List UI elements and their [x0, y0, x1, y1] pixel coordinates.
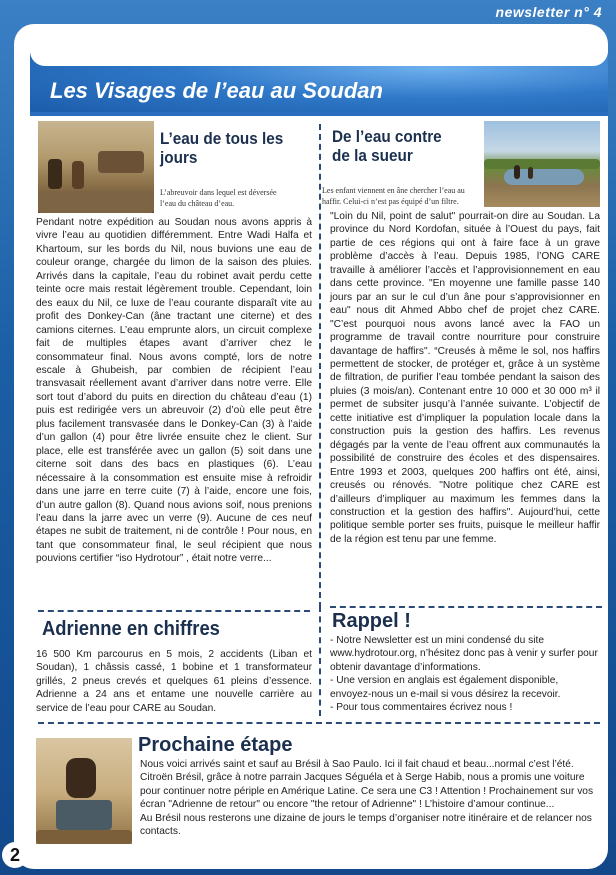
photo-haffir — [484, 121, 600, 207]
newsletter-number: newsletter n° 4 — [495, 4, 602, 20]
prochaine-body — [140, 758, 598, 839]
section-divider-left — [38, 610, 310, 612]
prochaine-paragraph: Au Brésil nous resterons une dizaine de jours le temps d’organiser notre itinéraire et de relancer nos contacts. — [140, 812, 592, 838]
column-divider-lower — [319, 606, 321, 716]
article-right-title: De l’eau contre de la sueur — [332, 127, 442, 165]
section-divider-right — [330, 606, 602, 608]
article-right-body: "Loin du Nil, point de salut" pourrait-on dire au Soudan. La province du Nord Kordofan, située à l’Ouest du pays, fait partie de ces régions qui ont à faire face à un grave problème d’accès à l’eau. Depuis 1985, l’ONG CARE travaille à améliorer l’accès et l’approvisionnement en eau dans cette province. "En moyenne une famille passe 140 jours par an sur le cul d’un âne pour s’approvisionner en eau" nous dit Ahmed Abbo chef de projet chez CARE. "C’est pourquoi nous avons lancé avec la FAO un programme de travail contre nourriture pour construire davantage de haffirs". “Creusés à même le sol, nos haffirs permettent de stocker, de protéger et, grâce à un système de filtration, de purifier l’eau tombée pendant la saison des pluies (3 mois/an). Contenant entre 10 000 et 30 000 m³ il permet de subsiter jusqu’à l’année suivante. L’objectif de cette initiative est d’impliquer la population locale dans la construction puis la gestion des haffirs. Les revenus dégagés par la vente de l’eau offrent aux communautés la possibilité de construire des écoles et des dispensaires. Entre 1993 et 2003, quelques 200 haffirs ont été, ainsi, creusés ou rénovés. "Notre politique chez CARE est d’ailleurs d’impliquer au maximum les femmes dans la construction et la gestion des haffirs". Aujourd’hui, cette politique semble porter ses fruits, puisque le meilleur haffir de la région est tenu par une femme. — [330, 211, 600, 545]
rappel-title: Rappel ! — [332, 610, 411, 632]
rappel-item: - Notre Newsletter est un mini condensé du site www.hydrotour.org, n’hésitez donc pas à venir y surfer pour obtenir davantage d’informations. — [330, 635, 598, 673]
prochaine-paragraph: Nous voici arrivés saint et sauf au Brésil à Sao Paulo. Ici il fait chaud et beau...normal c’est l’été. Citroën Brésil, grâce à notre parrain Jacques Séguéla et à Serge Habib, nous a promis une voiture pour continuer notre périple en Amérique Latine. Ce sera une C3 ! Attention ! Prochainement sur vos écran "Adrienne de retour" ou encore "the retour of Adrienne" ! L’histoire d’amour continue... — [140, 759, 594, 811]
article-left-body: Pendant notre expédition au Soudan nous avons appris à vivre l’eau au quotidien différemment. Entre Wadi Halfa et Khartoum, sur les bords du Nil, nous buvions une eau de couleur orange, chargée du limon de la saison des pluies. Arrivés dans la capitale, l’eau du robinet avait perdu cette teinte ocre mais restait légèrement trouble. Cependant, loin des eaux du Nil, ce luxe de l’eau courante disparaît vite au profit des Donkey-Can (âne tractant une citerne) et des camions citernes. L’eau emprunte alors, un circuit complexe fait de multiples étapes avant d’arriver chez le consommateur final. Nous avons compté, lors de notre escale à Ghubeish, par combien de récipient l’eau transvasait réellement avant d’arriver dans notre verre. Elle sort tout d’abord du puits en direction du château d’eau (1) puis est redirigée vers un abreuvoir (2) d’où elle peut être plus facilement transvasée dans le Donkey-Can (3) à l’aide d’un gallon (4) pour être livrée ensuite chez le client. Sur place, elle est transférée avec un gallon (5) soit dans une citerne soit dans des bacs en plastiques (6). L’eau nécessaire à la consommation est ensuite mise à refroidir dans une jarre en terre cuite (7) à l’aide, encore une fois, d’un autre gallon (8). Quand nous avions soif, nous prenions l’eau dans la jarre avec un verre (9). Aucune de ces neuf étapes ne subit de traitement, ni de contrôle ! Pour nous, en tant que consommateur final, le seul récipient que nous pouvions certifier “iso Hydrotour” , était notre verre... — [36, 217, 312, 565]
page-number: 2 — [2, 842, 28, 868]
rappel-item: - Pour tous commentaires écrivez nous ! — [330, 702, 513, 714]
rappel-list — [330, 634, 600, 715]
section-divider-bottom — [38, 722, 600, 724]
photo-trough — [38, 121, 154, 213]
article-left-caption: L’abreuvoir dans lequel est déversée l’eau du château d’eau. — [160, 188, 277, 208]
column-divider — [319, 124, 321, 608]
adrienne-title: Adrienne en chiffres — [42, 618, 220, 640]
article-right-caption: Les enfant viennent en âne chercher l’eau au haffir. Celui-ci n’est pas équipé d’un filtre. — [322, 186, 465, 206]
page-title: Les Visages de l’eau au Soudan — [50, 78, 383, 103]
title-underline — [30, 112, 608, 116]
rappel-item: - Une version en anglais est également disponible, envoyez-nous un e-mail si vous désirez la recevoir. — [330, 675, 561, 700]
photo-well — [36, 738, 132, 844]
side-url: www.hydrotour.org — [16, 733, 28, 834]
prochaine-title: Prochaine étape — [138, 734, 293, 756]
adrienne-body: 16 500 Km parcourus en 5 mois, 2 accidents (Liban et Soudan), 1 châssis cassé, 1 bobine et 1 transformateur grillés, 2 pneus crevés et quelques 61 pleins d’essence. Adrienne a 24 ans et entame une nouvelle carrière au service de l’eau pour CARE au Soudan. — [36, 649, 312, 714]
article-left-title: L’eau de tous les jours — [160, 129, 284, 167]
title-band-top — [30, 36, 608, 66]
